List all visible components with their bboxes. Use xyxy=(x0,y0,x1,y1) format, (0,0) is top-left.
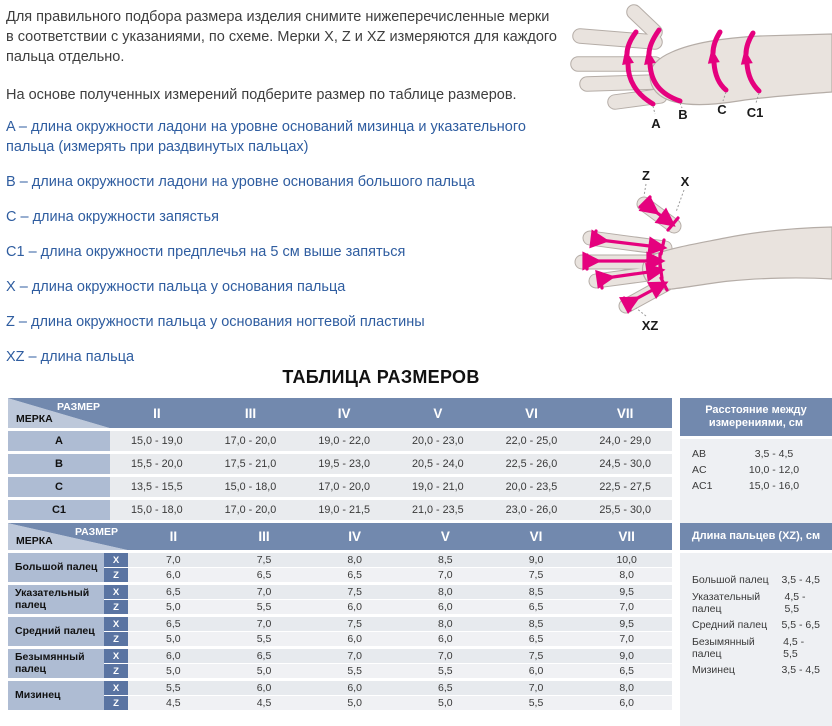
table-cell-z: 5,0 xyxy=(128,664,219,678)
table-cell: 17,0 - 20,0 xyxy=(204,500,298,520)
definition-item: A – длина окружности ладони на уровне оснований мизинца и указательного пальца (измерять при раздвинутых пальцах) xyxy=(6,119,526,155)
table-cell-x: 7,5 xyxy=(491,649,582,663)
finger-length-value: 4,5 - 5,5 xyxy=(784,590,806,615)
table-cell-x: 7,0 xyxy=(219,585,310,599)
table-cell-z: 6,5 xyxy=(491,632,582,646)
table-cell-x: 7,5 xyxy=(309,617,400,631)
table-cell: 23,0 - 26,0 xyxy=(485,500,579,520)
table-cell-z: 6,0 xyxy=(400,632,491,646)
table-cell: 24,0 - 29,0 xyxy=(578,431,672,451)
hand-diagram-girth xyxy=(560,2,832,144)
table-cell-z: 6,5 xyxy=(309,568,400,582)
table-cell-x: 6,5 xyxy=(128,617,219,631)
table-cell: 17,0 - 20,0 xyxy=(297,477,391,497)
hand-fingers-illustration xyxy=(560,150,832,350)
finger-label: Безымянный палец xyxy=(8,649,104,678)
size-column-header: VI xyxy=(491,523,582,550)
intro-paragraph-2: На основе полученных измерений подберите размер по таблице размеров. xyxy=(6,87,517,103)
table-cell-x: 6,0 xyxy=(219,681,310,695)
table-cell-z: 7,5 xyxy=(491,568,582,582)
intro-text xyxy=(6,7,558,105)
table-cell-z: 8,0 xyxy=(581,568,672,582)
table-cell-z: 6,0 xyxy=(491,664,582,678)
table-cell: 15,5 - 20,0 xyxy=(110,454,204,474)
table-cell-z: 7,0 xyxy=(400,568,491,582)
distance-label: AB xyxy=(692,448,707,460)
hand2-palm-arm xyxy=(642,227,832,289)
table-cell-z: 5,0 xyxy=(400,696,491,710)
finger-length-label: Мизинец xyxy=(692,664,735,677)
table-cell: 15,0 - 18,0 xyxy=(204,477,298,497)
table-cell-x: 7,0 xyxy=(219,617,310,631)
size-column-header: VI xyxy=(485,398,579,428)
x-badge: X xyxy=(104,585,128,599)
definition-item: B – длина окружности ладони на уровне основания большого пальца xyxy=(6,174,475,190)
definition-item: C1 – длина окружности предплечья на 5 см выше запяться xyxy=(6,244,406,260)
table-cell-x: 6,5 xyxy=(128,585,219,599)
table-cell-x: 6,0 xyxy=(128,649,219,663)
size-column-header: III xyxy=(204,398,298,428)
table-cell-z: 6,5 xyxy=(581,664,672,678)
page-title: ТАБЛИЦА РАЗМЕРОВ xyxy=(282,367,480,387)
finger-length-label: Безымянный палец xyxy=(692,635,755,660)
table-cell-x: 6,5 xyxy=(400,681,491,695)
size-column-header: V xyxy=(400,523,491,550)
table-cell-z: 5,0 xyxy=(128,600,219,614)
finger-length-row xyxy=(680,614,832,637)
table-cell-x: 9,0 xyxy=(491,553,582,567)
finger-length-panel-title: Длина пальцев (XZ), см xyxy=(680,523,832,550)
finger-length-panel-body xyxy=(680,553,832,726)
band-label-c1: C1 xyxy=(746,105,764,120)
finger-length-value: 5,5 - 6,5 xyxy=(781,619,820,632)
band-label-b: B xyxy=(678,107,688,122)
distance-row xyxy=(680,446,832,462)
finger-label: Мизинец xyxy=(8,681,104,710)
hand1-palm-arm xyxy=(650,34,832,105)
table-cell: 24,5 - 30,0 xyxy=(578,454,672,474)
table-cell-x: 9,5 xyxy=(581,585,672,599)
table-row xyxy=(8,500,672,520)
table-cell: 13,5 - 15,5 xyxy=(110,477,204,497)
distance-row xyxy=(680,478,832,494)
table-cell-x: 8,0 xyxy=(581,681,672,695)
finger-row-group xyxy=(8,553,672,582)
row-label: C xyxy=(8,477,110,497)
z-badge: Z xyxy=(104,568,128,582)
table-cell: 21,0 - 23,5 xyxy=(391,500,485,520)
table-cell-z: 6,5 xyxy=(491,600,582,614)
finger-length-value: 3,5 - 4,5 xyxy=(781,664,820,677)
table-cell-x: 5,5 xyxy=(128,681,219,695)
table-cell-x: 7,5 xyxy=(219,553,310,567)
finger-length-label: Большой палец xyxy=(692,574,769,587)
table-cell-x: 8,5 xyxy=(491,617,582,631)
size-column-header: II xyxy=(128,523,219,550)
finger-table xyxy=(8,523,672,710)
size-column-header: IV xyxy=(309,523,400,550)
table-cell: 20,0 - 23,5 xyxy=(485,477,579,497)
definition-item: Z – длина окружности пальца у основания ногтевой пластины xyxy=(6,314,425,330)
intro-paragraph-1: Для правильного подбора размера изделия снимите нижеперечисленные мерки в соответствии с указаниями, по схеме. Мерки X, Z и XZ измеряются для каждого пальца отдельно. xyxy=(6,9,557,65)
table-row xyxy=(8,431,672,451)
distance-label: AC xyxy=(692,464,707,476)
size-table-header xyxy=(8,398,672,428)
table-cell-z: 7,0 xyxy=(581,600,672,614)
finger-length-value: 3,5 - 4,5 xyxy=(781,574,820,587)
table-cell-z: 5,0 xyxy=(128,632,219,646)
x-badge: X xyxy=(104,649,128,663)
table-cell-x: 8,5 xyxy=(491,585,582,599)
table-cell: 22,5 - 26,0 xyxy=(485,454,579,474)
size-column-header: III xyxy=(219,523,310,550)
table-cell: 25,5 - 30,0 xyxy=(578,500,672,520)
table-cell: 15,0 - 18,0 xyxy=(110,500,204,520)
table-cell-z: 5,5 xyxy=(491,696,582,710)
distance-panel-body xyxy=(680,439,832,523)
table-cell-z: 5,0 xyxy=(219,664,310,678)
table-cell-z: 5,0 xyxy=(309,696,400,710)
table-cell: 20,0 - 23,0 xyxy=(391,431,485,451)
label-xz: XZ xyxy=(641,318,659,333)
table-cell-z: 6,5 xyxy=(219,568,310,582)
row-label: B xyxy=(8,454,110,474)
table-row xyxy=(8,477,672,497)
z-badge: Z xyxy=(104,664,128,678)
table-cell-x: 8,0 xyxy=(400,585,491,599)
table-cell: 19,0 - 21,5 xyxy=(297,500,391,520)
table-cell: 19,0 - 21,0 xyxy=(391,477,485,497)
label-x: X xyxy=(680,174,690,189)
table-cell-z: 6,0 xyxy=(128,568,219,582)
finger-length-row xyxy=(680,637,832,660)
x-badge: X xyxy=(104,617,128,631)
distance-panel-title: Расстояние между измерениями, см xyxy=(680,398,832,436)
finger-length-label: Средний палец xyxy=(692,619,768,632)
table-cell-z: 5,5 xyxy=(309,664,400,678)
table-cell-z: 7,0 xyxy=(581,632,672,646)
hand-diagram-fingers xyxy=(560,150,832,350)
finger-length-value: 4,5 - 5,5 xyxy=(783,635,805,660)
table-cell: 19,0 - 22,0 xyxy=(297,431,391,451)
table-cell-x: 7,0 xyxy=(128,553,219,567)
table-cell-x: 7,0 xyxy=(491,681,582,695)
table-cell: 22,5 - 27,5 xyxy=(578,477,672,497)
table-cell-z: 5,5 xyxy=(400,664,491,678)
table-cell-z: 4,5 xyxy=(219,696,310,710)
finger-length-panel xyxy=(680,523,832,726)
table-cell-z: 6,0 xyxy=(309,632,400,646)
table-cell-x: 7,0 xyxy=(309,649,400,663)
table-cell-x: 8,5 xyxy=(400,553,491,567)
corner-measure-label: МЕРКА xyxy=(16,413,53,425)
corner-measure-label: МЕРКА xyxy=(16,535,53,547)
distance-value: 15,0 - 16,0 xyxy=(748,480,800,492)
table-cell: 17,5 - 21,0 xyxy=(204,454,298,474)
band-label-a: A xyxy=(651,116,661,131)
table-cell-x: 9,0 xyxy=(581,649,672,663)
table-row xyxy=(8,454,672,474)
finger-row-group xyxy=(8,681,672,710)
distance-value: 3,5 - 4,5 xyxy=(754,448,794,460)
distance-row xyxy=(680,462,832,478)
finger-row-group xyxy=(8,585,672,614)
z-badge: Z xyxy=(104,632,128,646)
finger-row-group xyxy=(8,617,672,646)
table-cell: 20,5 - 24,0 xyxy=(391,454,485,474)
table-cell-z: 6,0 xyxy=(581,696,672,710)
size-column-header: V xyxy=(391,398,485,428)
finger-label: Указательный палец xyxy=(8,585,104,614)
table-cell-z: 5,5 xyxy=(219,600,310,614)
label-z: Z xyxy=(642,168,650,183)
definitions-list xyxy=(6,117,568,382)
row-label: A xyxy=(8,431,110,451)
hand-girth-illustration xyxy=(560,2,832,144)
size-column-header: VII xyxy=(578,398,672,428)
definition-item: C – длина окружности запястья xyxy=(6,209,219,225)
table-cell-x: 8,0 xyxy=(309,553,400,567)
finger-length-row xyxy=(680,569,832,592)
table-cell-x: 8,0 xyxy=(400,617,491,631)
finger-length-row xyxy=(680,592,832,615)
z-badge: Z xyxy=(104,600,128,614)
size-column-header: II xyxy=(110,398,204,428)
finger-row-group xyxy=(8,649,672,678)
finger-length-row xyxy=(680,659,832,682)
table-cell: 19,5 - 23,0 xyxy=(297,454,391,474)
table-cell-z: 5,5 xyxy=(219,632,310,646)
table-cell-z: 6,0 xyxy=(400,600,491,614)
distance-panel xyxy=(680,398,832,523)
table-cell: 22,0 - 25,0 xyxy=(485,431,579,451)
distance-label: AC1 xyxy=(692,480,713,492)
table-cell-z: 6,0 xyxy=(309,600,400,614)
table-cell-x: 6,0 xyxy=(309,681,400,695)
definition-item: XZ – длина пальца xyxy=(6,349,135,365)
table-cell: 17,0 - 20,0 xyxy=(204,431,298,451)
corner-size-label: РАЗМЕР xyxy=(75,526,118,538)
table-cell-x: 7,5 xyxy=(309,585,400,599)
table-cell: 15,0 - 19,0 xyxy=(110,431,204,451)
finger-label: Средний палец xyxy=(8,617,104,646)
table-cell-x: 7,0 xyxy=(400,649,491,663)
size-table xyxy=(8,398,672,520)
finger-label: Большой палец xyxy=(8,553,104,582)
table-cell-x: 9,5 xyxy=(581,617,672,631)
corner-size-label: РАЗМЕР xyxy=(57,401,100,413)
size-column-header: VII xyxy=(581,523,672,550)
finger-table-corner xyxy=(8,523,128,550)
x-badge: X xyxy=(104,553,128,567)
table-cell-z: 4,5 xyxy=(128,696,219,710)
finger-length-label: Указательный палец xyxy=(692,590,761,615)
table-cell-x: 6,5 xyxy=(219,649,310,663)
finger-table-header xyxy=(8,523,672,550)
size-column-header: IV xyxy=(297,398,391,428)
band-label-c: C xyxy=(717,102,727,117)
distance-value: 10,0 - 12,0 xyxy=(748,464,800,476)
size-table-corner xyxy=(8,398,110,428)
table-cell-x: 10,0 xyxy=(581,553,672,567)
x-badge: X xyxy=(104,681,128,695)
row-label: C1 xyxy=(8,500,110,520)
definition-item: X – длина окружности пальца у основания пальца xyxy=(6,279,346,295)
z-badge: Z xyxy=(104,696,128,710)
